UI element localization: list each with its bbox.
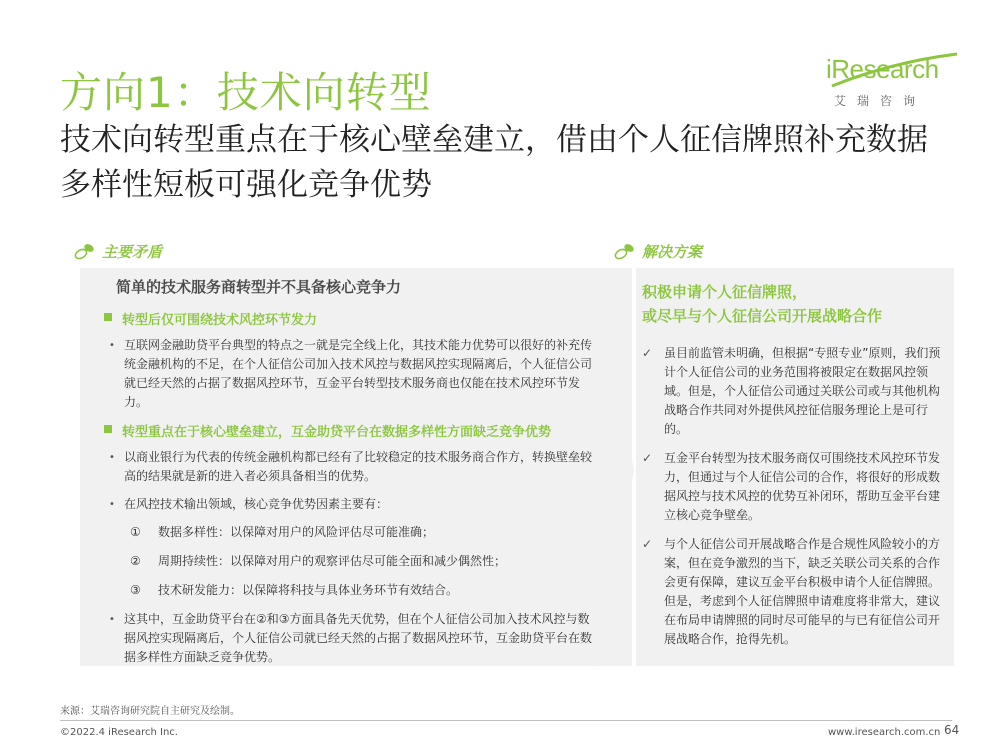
logo-subtitle: 艾瑞咨询	[834, 94, 927, 108]
list-item	[100, 448, 595, 486]
sub-item-text: 周期持续性：以保障对用户的观察评估尽可能全面和减少偶然性；	[158, 554, 507, 568]
sub-item	[100, 581, 595, 600]
solution-item	[642, 535, 948, 649]
list-item-text: 互联网金融助贷平台典型的特点之一就是完全线上化，其技术能力优势可以很好的补充传统金融机构的不足，在个人征信公司加入技术风控与数据风控实现隔离后，个人征信公司就已经天然的占据了数据风控环节，互金平台转型技术服务商也仅能在技术风控环节发力。	[124, 338, 593, 409]
list-item-text: 这其中，互金助贷平台在②和③方面具备先天优势，但在个人征信公司加入技术风控与数据风控实现隔离后，个人征信公司就已经天然的占据了数据风控环节，互金助贷平台在数据多样性方面缺乏竞争优势。	[124, 612, 593, 664]
bullet-dot-icon: •	[109, 614, 115, 625]
solution-heading	[642, 280, 948, 328]
sub-item-number: ②	[130, 554, 141, 568]
bullet-dot-icon: •	[109, 340, 115, 351]
copyright: ©2022.4 iResearch Inc.	[60, 727, 178, 738]
panel-arrow	[594, 270, 634, 670]
main-conflict-heading: 简单的技术服务商转型并不具备核心竞争力	[116, 278, 402, 296]
square-bullet-icon	[104, 425, 112, 433]
section-title-solution: 解决方案	[642, 242, 703, 261]
sub-item-text: 数据多样性：以保障对用户的风险评估尽可能准确；	[158, 525, 435, 539]
iresearch-logo	[822, 52, 962, 118]
solution-item-text: 与个人征信公司开展战略合作是合规性风险较小的方案，但在竞争激烈的当下，缺乏关联公司关系的合作会更有保障，建议互金平台积极申请个人征信牌照。但是，考虑到个人征信牌照申请难度将非常大，建议在布局申请牌照的同时尽可能早的与已有征信公司开展战略合作，抢得先机。	[664, 537, 941, 646]
bullet-dot-icon: •	[109, 452, 115, 463]
bullet-dot-icon: •	[109, 499, 115, 510]
sub-item-text: 技术研发能力：以保障将科技与具体业务环节有效结合。	[158, 583, 459, 597]
source-note: 来源：艾瑞咨询研究院自主研究及绘制。	[60, 706, 240, 717]
square-bullet-icon	[104, 313, 112, 321]
pill-icon	[614, 240, 636, 262]
solution-content	[642, 280, 948, 659]
list-item	[100, 610, 595, 667]
website-link[interactable]: www.iresearch.com.cn	[828, 727, 941, 738]
group-title-1-text: 转型后仅可围绕技术风控环节发力	[122, 313, 318, 328]
solution-heading-line-2: 或尽早与个人征信公司开展战略合作	[642, 307, 883, 325]
section-title-main-conflict: 主要矛盾	[102, 242, 163, 261]
list-item	[100, 495, 595, 514]
solution-item-text: 虽目前监管未明确，但根据“专照专业”原则，我们预计个人征信公司的业务范围将被限定在数据风控领域。但是，个人征信公司通过关联公司或与其他机构战略合作共同对外提供风控征信服务理论上是可行的。	[664, 346, 941, 436]
main-conflict-content	[100, 276, 595, 676]
list-item-text: 以商业银行为代表的传统金融机构都已经有了比较稳定的技术服务商合作方，转换壁垒较高的结果就是新的进入者必须具备相当的优势。	[124, 450, 593, 483]
sub-item	[100, 552, 595, 571]
logo-brand: iResearch	[826, 54, 939, 84]
sub-item	[100, 523, 595, 542]
group-title-1	[100, 309, 595, 328]
footer-divider	[60, 720, 952, 721]
list-item-text: 在风控技术输出领域，核心竞争优势因素主要有：	[124, 497, 389, 511]
check-icon: ✓	[642, 537, 653, 551]
page-number: 64	[944, 723, 960, 737]
solution-item	[642, 449, 948, 525]
solution-heading-line-1: 积极申请个人征信牌照，	[642, 283, 808, 301]
page-title: 方向1：技术向转型	[60, 68, 432, 117]
section-header-solution	[614, 240, 702, 262]
sub-item-number: ①	[130, 525, 141, 539]
group-title-2-text: 转型重点在于核心壁垒建立，互金助贷平台在数据多样性方面缺乏竞争优势	[122, 425, 552, 440]
check-icon: ✓	[642, 451, 653, 465]
page-subtitle: 技术向转型重点在于核心壁垒建立，借由个人征信牌照补充数据多样性短板可强化竞争优势	[60, 122, 928, 203]
section-header-main-conflict	[74, 240, 162, 262]
sub-item-number: ③	[130, 583, 141, 597]
solution-item	[642, 344, 948, 439]
list-item	[100, 336, 595, 412]
pill-icon	[74, 240, 96, 262]
group-title-2	[100, 421, 595, 440]
check-icon: ✓	[642, 346, 653, 360]
solution-item-text: 互金平台转型为技术服务商仅可围绕技术风控环节发力，但通过与个人征信公司的合作，将很好的形成数据风控与技术风控的优势互补闭环，帮助互金平台建立核心竞争壁垒。	[664, 451, 941, 522]
